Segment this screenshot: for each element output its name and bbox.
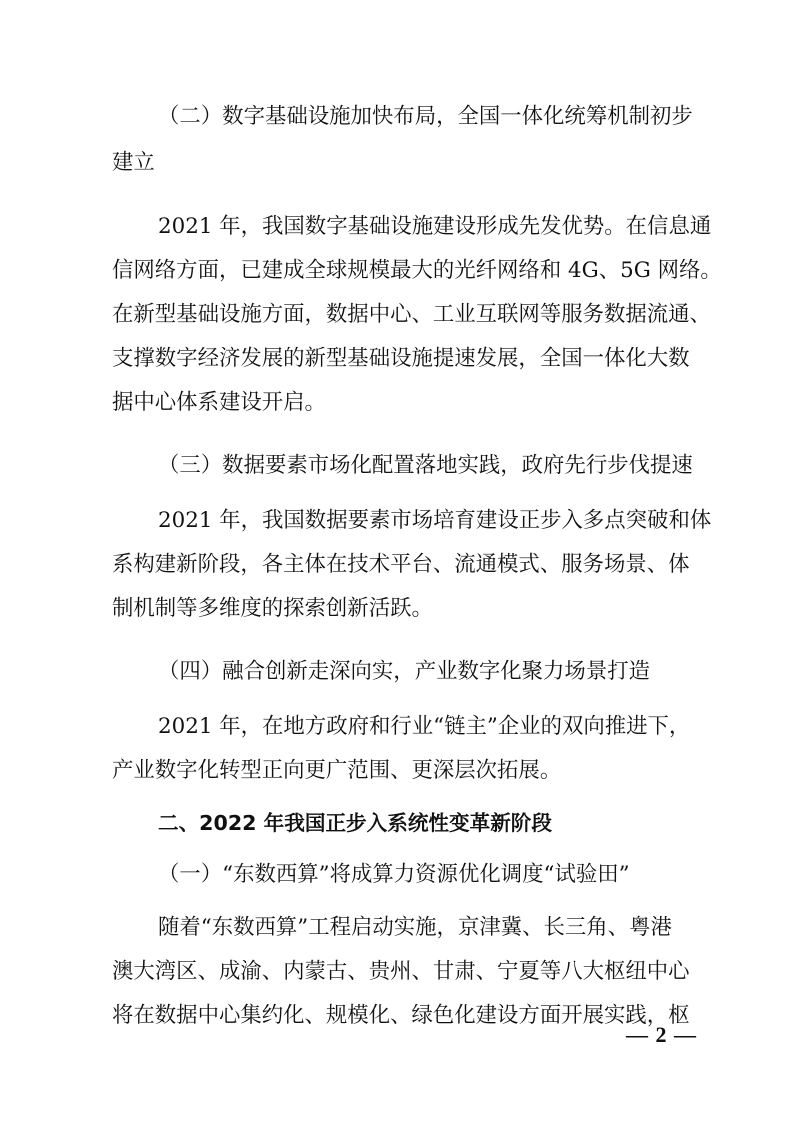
page-number: — 2 — [626, 1022, 697, 1047]
section-heading-3: （三）数据要素市场化配置落地实践，政府先行步伐提速 [158, 453, 693, 478]
chapter-heading: 二、2022 年我国正步入系统性变革新阶段 [158, 811, 552, 835]
paragraph-line: 随着“东数西算”工程启动实施，京津冀、长三角、粤港 [158, 915, 672, 940]
paragraph-line: 2021 年，在地方政府和行业“链主”企业的双向推进下， [158, 714, 691, 739]
paragraph-line: 产业数字化转型正向更广范围、更深层次拓展。 [112, 758, 562, 783]
subsection-heading-1: （一）“东数西算”将成算力资源优化调度“试验田” [158, 862, 630, 887]
paragraph-line: 支撑数字经济发展的新型基础设施提速发展，全国一体化大数 [112, 346, 690, 371]
section-heading-2: （二）数字基础设施加快布局，全国一体化统筹机制初步 [158, 104, 693, 129]
paragraph-line: 系构建新阶段，各主体在技术平台、流通模式、服务场景、体 [112, 552, 690, 577]
paragraph-line: 将在数据中心集约化、规模化、绿色化建设方面开展实践，枢 [112, 1003, 690, 1028]
section-heading-2-cont: 建立 [112, 150, 155, 175]
paragraph-line: 在新型基础设施方面，数据中心、工业互联网等服务数据流通、 [112, 302, 711, 327]
paragraph-line: 2021 年，我国数据要素市场培育建设正步入多点突破和体 [158, 508, 712, 533]
paragraph-line: 制机制等多维度的探索创新活跃。 [112, 596, 433, 621]
section-heading-4: （四）融合创新走深向实，产业数字化聚力场景打造 [158, 659, 650, 684]
paragraph-line: 信网络方面，已建成全球规模最大的光纤网络和 4G、5G 网络。 [112, 258, 722, 283]
paragraph-line: 澳大湾区、成渝、内蒙古、贵州、甘肃、宁夏等八大枢纽中心 [112, 959, 690, 984]
paragraph-line: 2021 年，我国数字基础设施建设形成先发优势。在信息通 [158, 214, 712, 239]
paragraph-line: 据中心体系建设开启。 [112, 390, 326, 415]
